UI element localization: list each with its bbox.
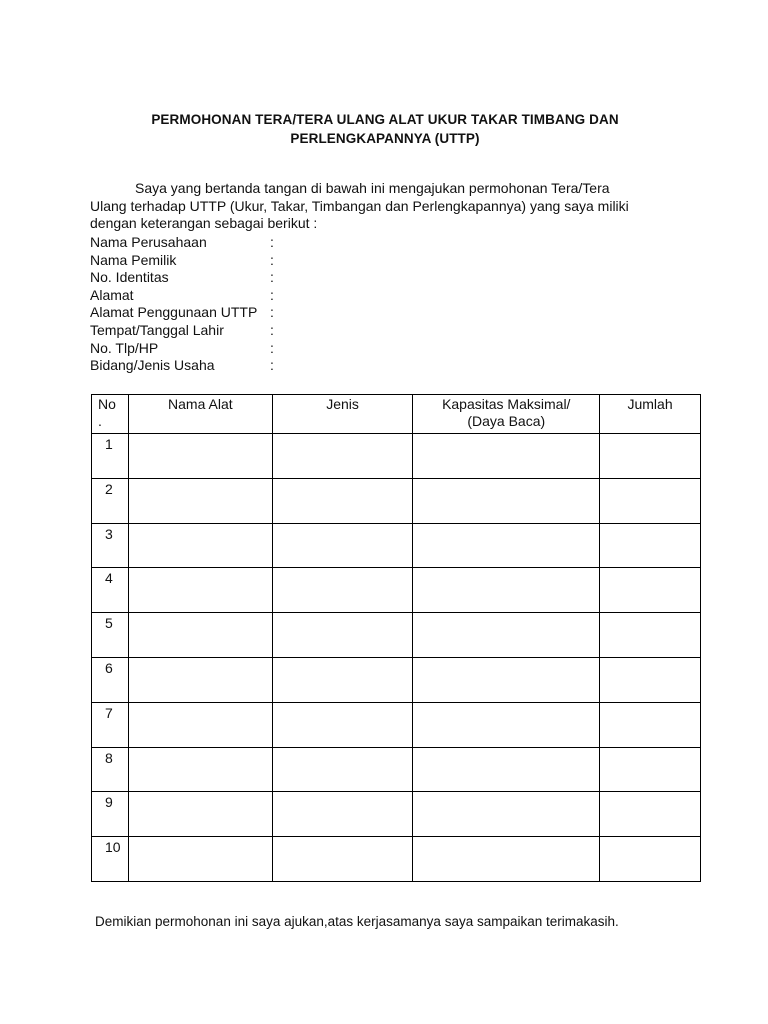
no-cell: 3 (92, 523, 129, 568)
nama-alat-cell[interactable] (128, 478, 272, 523)
table-row (92, 837, 701, 882)
header-kapasitas (413, 395, 600, 434)
no-cell: 1 (92, 434, 129, 479)
field-bidang-usaha[interactable] (90, 357, 390, 375)
jenis-cell[interactable] (272, 478, 413, 523)
field-colon: : (270, 234, 274, 250)
kapasitas-cell[interactable] (413, 702, 600, 747)
jumlah-cell[interactable] (600, 792, 701, 837)
table-row (92, 434, 701, 479)
field-label: Bidang/Jenis Usaha (90, 357, 215, 374)
kapasitas-cell[interactable] (413, 523, 600, 568)
field-colon: : (270, 304, 274, 321)
title-line-1: PERMOHONAN TERA/TERA ULANG ALAT UKUR TAKAR TIMBANG DAN (151, 112, 619, 127)
jumlah-cell[interactable] (600, 747, 701, 792)
jumlah-cell[interactable] (600, 702, 701, 747)
nama-alat-cell[interactable] (128, 434, 272, 479)
no-cell: 8 (92, 747, 129, 792)
closing-statement: Demikian permohonan ini saya ajukan,atas kerjasamanya saya sampaikan terimakasih. (95, 914, 619, 929)
jenis-cell[interactable] (272, 657, 413, 702)
field-colon: : (270, 321, 274, 338)
field-label: Nama Pemilik (90, 251, 177, 268)
kapasitas-cell[interactable] (413, 837, 600, 882)
kapasitas-cell[interactable] (413, 434, 600, 479)
field-label: Nama Perusahaan (90, 234, 207, 250)
title-line-2: PERLENGKAPANNYA (UTTP) (290, 131, 480, 146)
jumlah-cell[interactable] (600, 523, 701, 568)
field-label: No. Tlp/HP (90, 339, 159, 356)
header-no-line1: No (98, 396, 116, 412)
jumlah-cell[interactable] (600, 568, 701, 613)
no-cell: 9 (92, 792, 129, 837)
header-jenis: Jenis (272, 395, 413, 434)
no-cell: 5 (92, 613, 129, 658)
intro-paragraph (90, 180, 710, 233)
field-colon: : (270, 286, 274, 303)
kapasitas-cell[interactable] (413, 568, 600, 613)
jenis-cell[interactable] (272, 613, 413, 658)
kapasitas-cell[interactable] (413, 747, 600, 792)
field-colon: : (270, 339, 274, 356)
header-kapasitas-line1: Kapasitas Maksimal/ (442, 396, 571, 412)
jenis-cell[interactable] (272, 702, 413, 747)
table-header-row (92, 395, 701, 434)
intro-line-3: dengan keterangan sebagai berikut : (90, 215, 318, 231)
jenis-cell[interactable] (272, 434, 413, 479)
jenis-cell[interactable] (272, 837, 413, 882)
field-no-identitas[interactable] (90, 269, 390, 287)
jumlah-cell[interactable] (600, 434, 701, 479)
no-cell: 4 (92, 568, 129, 613)
field-colon: : (270, 357, 274, 374)
jumlah-cell[interactable] (600, 478, 701, 523)
table-row (92, 613, 701, 658)
document-title (90, 110, 680, 148)
nama-alat-cell[interactable] (128, 747, 272, 792)
field-colon: : (270, 251, 274, 268)
table-row (92, 747, 701, 792)
field-label: Alamat (90, 286, 134, 303)
no-cell: 7 (92, 702, 129, 747)
no-cell: 2 (92, 478, 129, 523)
jumlah-cell[interactable] (600, 837, 701, 882)
uttp-table (91, 394, 701, 882)
field-nama-perusahaan[interactable] (90, 234, 390, 252)
jenis-cell[interactable] (272, 792, 413, 837)
jenis-cell[interactable] (272, 523, 413, 568)
field-nama-pemilik[interactable] (90, 252, 390, 270)
header-kapasitas-line2: (Daya Baca) (467, 413, 546, 429)
nama-alat-cell[interactable] (128, 837, 272, 882)
nama-alat-cell[interactable] (128, 792, 272, 837)
kapasitas-cell[interactable] (413, 613, 600, 658)
nama-alat-cell[interactable] (128, 523, 272, 568)
kapasitas-cell[interactable] (413, 478, 600, 523)
header-no (92, 395, 129, 434)
kapasitas-cell[interactable] (413, 792, 600, 837)
field-label: No. Identitas (90, 269, 169, 286)
field-label: Alamat Penggunaan UTTP (90, 304, 258, 321)
intro-line-1: Saya yang bertanda tangan di bawah ini mengajukan permohonan Tera/Tera (135, 180, 610, 196)
nama-alat-cell[interactable] (128, 613, 272, 658)
nama-alat-cell[interactable] (128, 702, 272, 747)
table-row (92, 523, 701, 568)
table-row (92, 702, 701, 747)
table-row (92, 478, 701, 523)
table-row (92, 568, 701, 613)
no-cell: 10 (92, 837, 129, 882)
field-alamat-penggunaan[interactable] (90, 304, 390, 322)
header-nama-alat: Nama Alat (128, 395, 272, 434)
kapasitas-cell[interactable] (413, 657, 600, 702)
jenis-cell[interactable] (272, 568, 413, 613)
nama-alat-cell[interactable] (128, 568, 272, 613)
jumlah-cell[interactable] (600, 657, 701, 702)
table-row (92, 792, 701, 837)
field-label: Tempat/Tanggal Lahir (90, 321, 224, 338)
header-no-line2: . (98, 413, 102, 429)
nama-alat-cell[interactable] (128, 657, 272, 702)
jumlah-cell[interactable] (600, 613, 701, 658)
intro-line-2: Ulang terhadap UTTP (Ukur, Takar, Timbangan dan Perlengkapannya) yang saya miliki (90, 197, 629, 214)
field-colon: : (270, 269, 274, 286)
table-row (92, 657, 701, 702)
field-tempat-tanggal-lahir[interactable] (90, 322, 390, 340)
jenis-cell[interactable] (272, 747, 413, 792)
applicant-fields (90, 234, 390, 375)
no-cell: 6 (92, 657, 129, 702)
field-alamat[interactable] (90, 287, 390, 305)
header-jumlah: Jumlah (600, 395, 701, 434)
field-no-tlp[interactable] (90, 340, 390, 358)
